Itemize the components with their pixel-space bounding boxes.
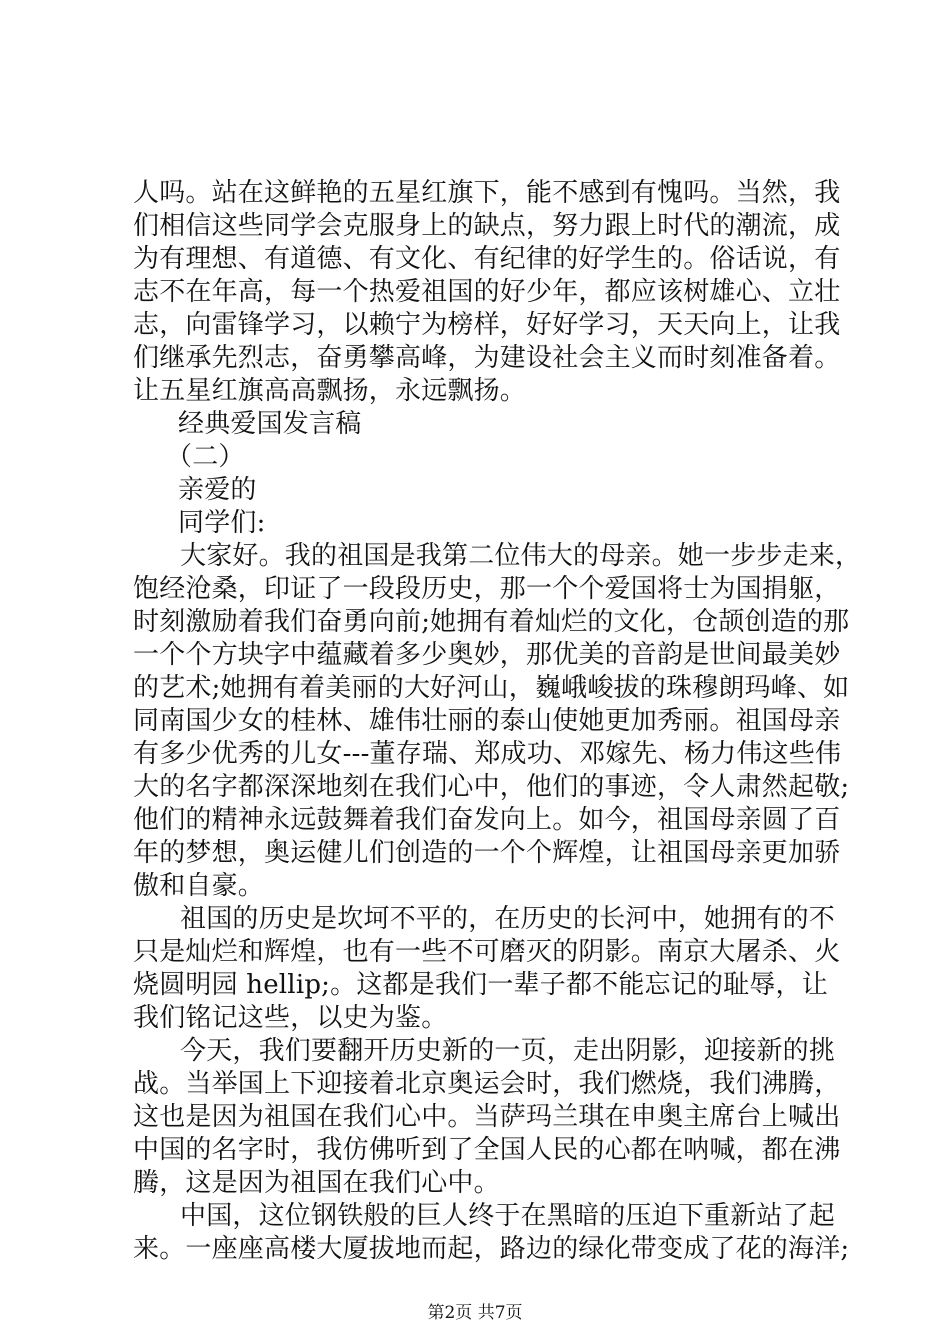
- text-line: 志，向雷锋学习，以赖宁为榜样，好好学习，天天向上，让我: [133, 310, 841, 340]
- page-footer: 第2页 共7页: [427, 1303, 523, 1323]
- text-line: 他们的精神永远鼓舞着我们奋发向上。如今，祖国母亲圆了百: [133, 805, 841, 835]
- text-line: 傲和自豪。: [133, 871, 265, 901]
- text-line: 同南国少女的桂林、雄伟壮丽的泰山使她更加秀丽。祖国母亲: [133, 706, 841, 736]
- text-line: 祖国的历史是坎坷不平的，在历史的长河中，她拥有的不: [180, 904, 836, 934]
- section-title: 经典爱国发言稿: [178, 409, 362, 439]
- text-line: 年的梦想，奥运健儿们创造的一个个辉煌，让祖国母亲更加骄: [133, 838, 841, 868]
- text-line: 志不在年高，每一个热爱祖国的好少年，都应该树雄心、立壮: [133, 277, 841, 307]
- text-line: 腾，这是因为祖国在我们心中。: [133, 1168, 500, 1198]
- text-line: 烧圆明园 hellip;。这都是我们一辈子都不能忘记的耻辱，让: [133, 970, 828, 1000]
- text-line: 们继承先烈志，奋勇攀高峰，为建设社会主义而时刻准备着。: [133, 343, 841, 373]
- text-line: 让五星红旗高高飘扬，永远飘扬。: [133, 376, 527, 406]
- text-line: 大的名字都深深地刻在我们心中，他们的事迹，令人肃然起敬;: [133, 772, 850, 802]
- salutation: 亲爱的: [178, 475, 257, 505]
- text-line: 一个个方块字中蕴藏着多少奥妙，那优美的音韵是世间最美妙: [133, 640, 841, 670]
- text-line: 来。一座座高楼大厦拔地而起，路边的绿化带变成了花的海洋;: [133, 1234, 850, 1264]
- text-line: 时刻激励着我们奋勇向前;她拥有着灿烂的文化，仓颉创造的那: [133, 607, 850, 637]
- text-line: 为有理想、有道德、有文化、有纪律的好学生的。俗话说，有: [133, 244, 841, 274]
- salutation: 同学们:: [178, 508, 266, 538]
- text-line: 只是灿烂和辉煌，也有一些不可磨灭的阴影。南京大屠杀、火: [133, 937, 841, 967]
- text-line: 大家好。我的祖国是我第二位伟大的母亲。她一步步走来，: [180, 541, 862, 571]
- text-line: 人吗。站在这鲜艳的五星红旗下，能不感到有愧吗。当然，我: [133, 178, 841, 208]
- text-line: 今天，我们要翻开历史新的一页，走出阴影，迎接新的挑: [180, 1036, 836, 1066]
- text-line: 饱经沧桑，印证了一段段历史，那一个个爱国将士为国捐躯，: [133, 574, 841, 604]
- text-line: 中国，这位钢铁般的巨人终于在黑暗的压迫下重新站了起: [180, 1201, 836, 1231]
- text-line: 们相信这些同学会克服身上的缺点，努力跟上时代的潮流，成: [133, 211, 841, 241]
- text-line: 中国的名字时，我仿佛听到了全国人民的心都在呐喊，都在沸: [133, 1135, 841, 1165]
- text-line: 我们铭记这些，以史为鉴。: [133, 1003, 448, 1033]
- text-line: 这也是因为祖国在我们心中。当萨玛兰琪在申奥主席台上喊出: [133, 1102, 841, 1132]
- text-line: 的艺术;她拥有着美丽的大好河山，巍峨峻拔的珠穆朗玛峰、如: [133, 673, 850, 703]
- section-number: （二）: [166, 442, 245, 472]
- text-line: 战。当举国上下迎接着北京奥运会时，我们燃烧，我们沸腾，: [133, 1069, 841, 1099]
- text-line: 有多少优秀的儿女---董存瑞、郑成功、邓嫁先、杨力伟这些伟: [133, 739, 842, 769]
